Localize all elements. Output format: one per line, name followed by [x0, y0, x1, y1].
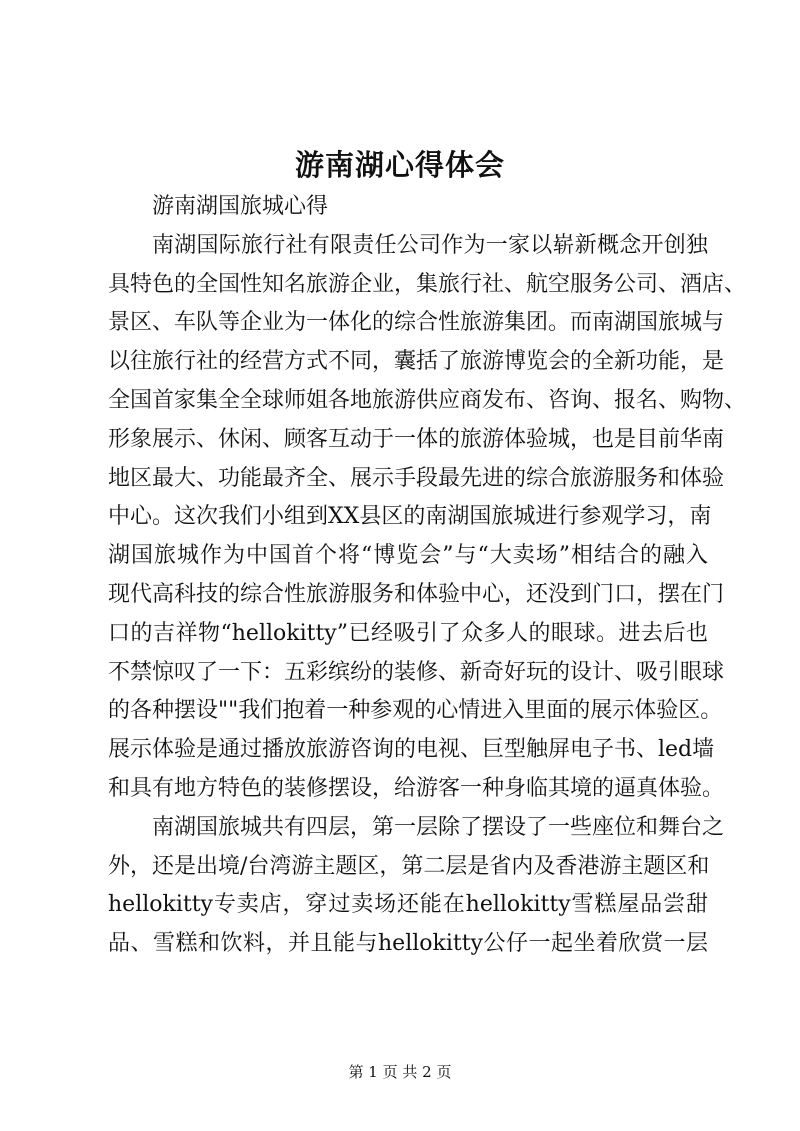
text-line: 全国首家集全全球师姐各地旅游供应商发布、咨询、报名、购物、: [108, 387, 747, 413]
text-line: 展示体验是通过播放旅游咨询的电视、巨型触屏电子书、led墙: [108, 737, 715, 763]
text-line: 不禁惊叹了一下：五彩缤纷的装修、新奇好玩的设计、吸引眼球: [108, 659, 725, 685]
text-line: 外，还是出境/台湾游主题区，第二层是省内及香港游主题区和: [108, 853, 710, 879]
text-line: 以往旅行社的经营方式不同，囊括了旅游博览会的全新功能，是: [108, 349, 725, 375]
text-line: 中心。这次我们小组到XX县区的南湖国旅城进行参观学习，南: [108, 504, 712, 530]
text-line: 南湖国旅城共有四层，第一层除了摆设了一些座位和舞台之: [152, 814, 725, 840]
page-footer: 第 1 页 共 2 页: [348, 1063, 452, 1081]
text-line: hellokitty专卖店，穿过卖场还能在hellokitty雪糕屋品尝甜: [108, 892, 708, 918]
text-line: 湖国旅城作为中国首个将“博览会”与“大卖场”相结合的融入: [108, 543, 708, 569]
text-line: 景区、车队等企业为一体化的综合性旅游集团。而南湖国旅城与: [108, 310, 725, 336]
text-line: 的各种摆设""我们抱着一种参观的心情进入里面的展示体验区。: [108, 698, 723, 724]
text-line: 口的吉祥物“hellokitty”已经吸引了众多人的眼球。进去后也: [108, 620, 708, 646]
text-line: 游南湖国旅城心得: [152, 194, 329, 219]
document-title: 游南湖心得体会: [294, 148, 505, 182]
text-line: 地区最大、功能最齐全、展示手段最先进的综合旅游服务和体验: [108, 465, 725, 491]
document-body: [108, 188, 747, 964]
text-line: 形象展示、休闲、顾客互动于一体的旅游体验城，也是目前华南: [108, 426, 725, 452]
text-line: 和具有地方特色的装修摆设，给游客一种身临其境的逼真体验。: [108, 775, 725, 801]
text-line: 现代高科技的综合性旅游服务和体验中心，还没到门口，摆在门: [108, 581, 725, 607]
text-line: 品、雪糕和饮料，并且能与hellokitty公仔一起坐着欣赏一层: [108, 931, 708, 957]
text-line: 具特色的全国性知名旅游企业，集旅行社、航空服务公司、酒店、: [108, 271, 747, 297]
text-line: 南湖国际旅行社有限责任公司作为一家以崭新概念开创独: [152, 232, 708, 258]
